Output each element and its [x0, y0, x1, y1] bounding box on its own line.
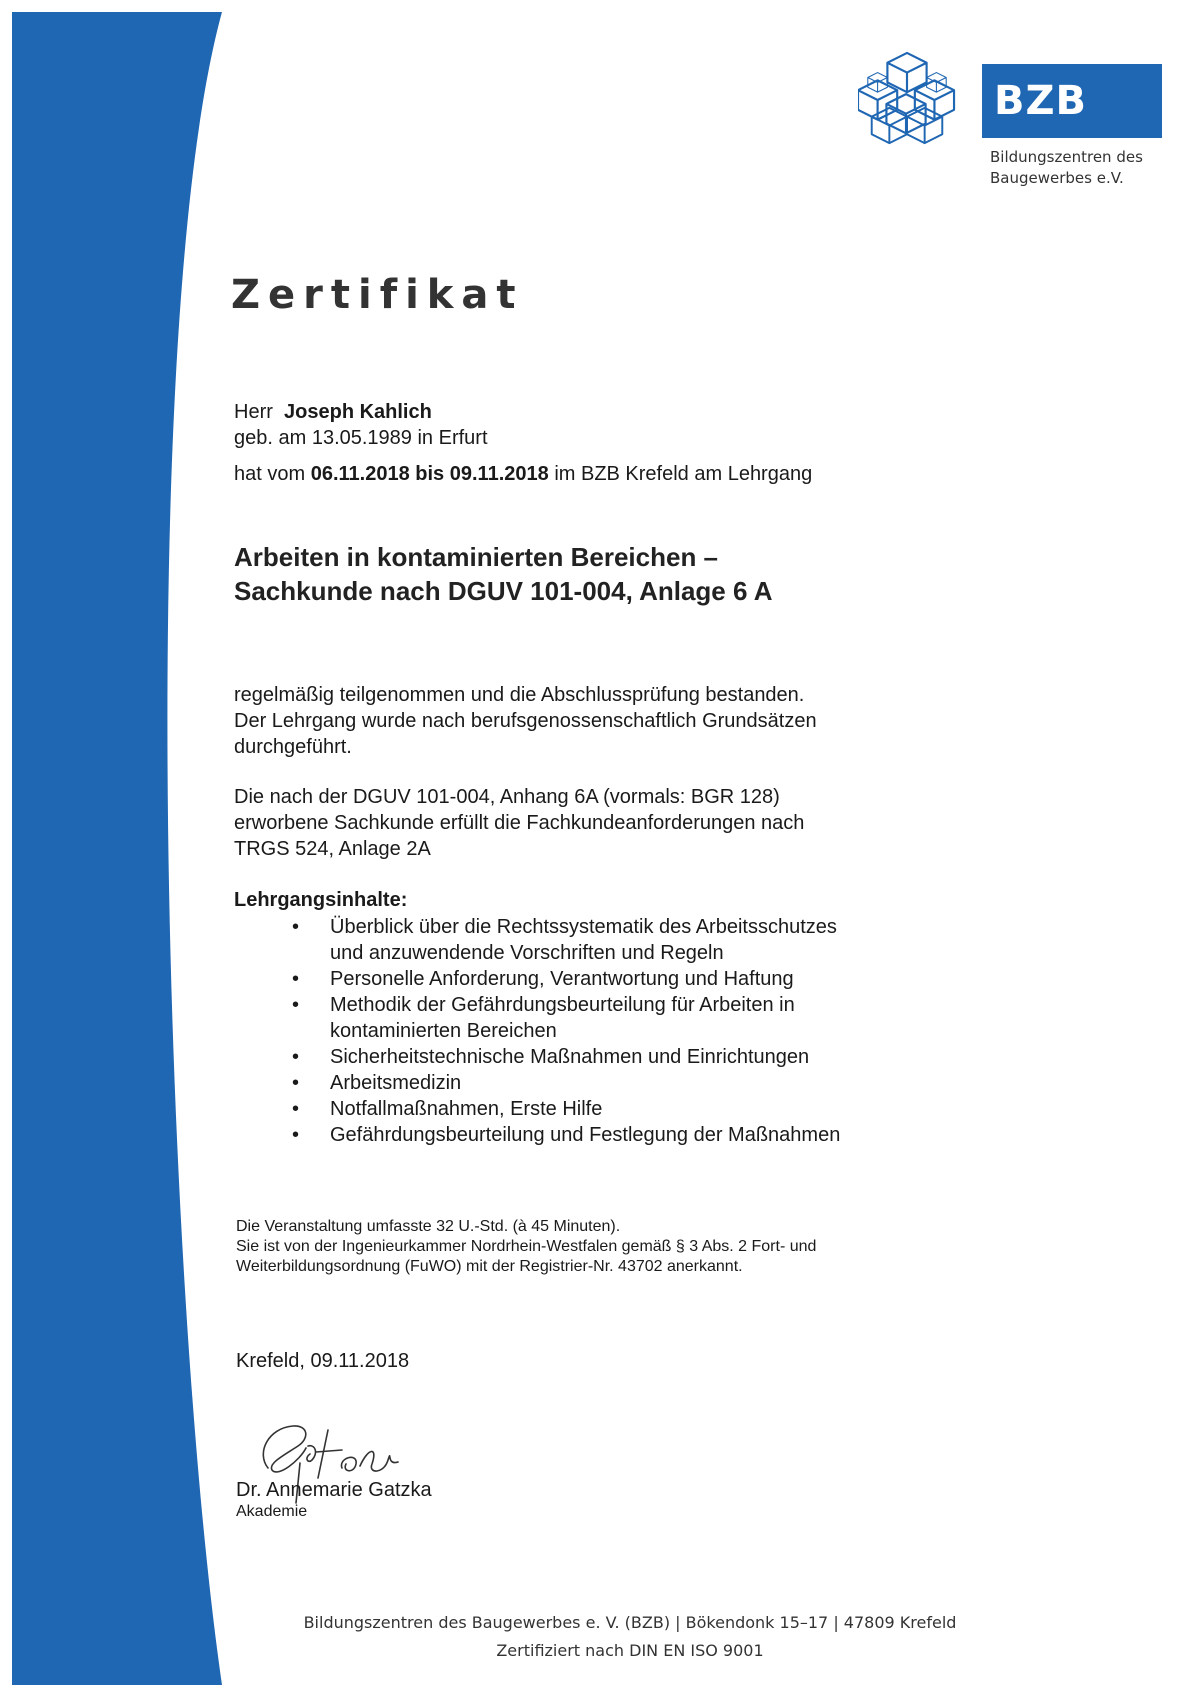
notes-line-3: Weiterbildungsordnung (FuWO) mit der Registrier-Nr. 43702 anerkannt. — [236, 1258, 743, 1275]
list-item — [234, 992, 974, 1044]
page-title: Zertifikat — [231, 272, 524, 318]
attended-suffix: im BZB Krefeld am Lehrgang — [554, 463, 813, 485]
notes-line-2: Sie ist von der Ingenieurkammer Nordrhein-Westfalen gemäß § 3 Abs. 2 Fort- und — [236, 1238, 817, 1255]
bullet-icon: • — [292, 1124, 300, 1146]
list-item-line: Personelle Anforderung, Verantwortung und Haftung — [330, 968, 794, 990]
bullet-icon: • — [292, 1046, 300, 1068]
recipient-block — [234, 399, 954, 487]
list-item-line: Gefährdungsbeurteilung und Festlegung der Maßnahmen — [330, 1124, 841, 1146]
cube-cluster-icon — [858, 50, 956, 150]
accreditation-notes — [236, 1217, 956, 1277]
result-paragraph — [234, 682, 954, 760]
qualification-paragraph — [234, 784, 954, 862]
footer — [250, 1609, 1010, 1665]
result-line-3: durchgeführt. — [234, 736, 352, 758]
list-item — [234, 966, 974, 992]
recipient-name: Joseph Kahlich — [284, 401, 432, 423]
list-item-line: Methodik der Gefährdungsbeurteilung für Arbeiten in — [330, 994, 795, 1016]
list-item-line: und anzuwendende Vorschriften und Regeln — [330, 942, 724, 964]
brand-subtitle-line1: Bildungszentren des — [990, 148, 1143, 166]
course-title — [234, 540, 994, 608]
bullet-icon: • — [292, 994, 300, 1016]
birth-line: geb. am 13.05.1989 in Erfurt — [234, 427, 488, 449]
list-item — [234, 1044, 974, 1070]
bullet-icon: • — [292, 1098, 300, 1120]
signer-role: Akademie — [236, 1503, 308, 1520]
result-line-1: regelmäßig teilgenommen und die Abschlussprüfung bestanden. — [234, 684, 805, 706]
attended-prefix: hat vom — [234, 463, 306, 485]
list-item — [234, 1122, 974, 1148]
bzb-logo — [858, 50, 1158, 190]
date-to: 09.11.2018 — [449, 463, 549, 485]
signer-name: Dr. Annemarie Gatzka — [236, 1479, 432, 1501]
result-line-2: Der Lehrgang wurde nach berufsgenossenschaftlich Grundsätzen — [234, 710, 817, 732]
list-item-line: Notfallmaßnahmen, Erste Hilfe — [330, 1098, 603, 1120]
notes-line-1: Die Veranstaltung umfasste 32 U.-Std. (à 45 Minuten). — [236, 1218, 621, 1235]
list-item — [234, 1096, 974, 1122]
qualification-line-3: TRGS 524, Anlage 2A — [234, 838, 431, 860]
bullet-icon: • — [292, 916, 300, 938]
salutation: Herr — [234, 401, 273, 423]
list-item-line: kontaminierten Bereichen — [330, 1020, 557, 1042]
brand-subtitle — [990, 147, 1170, 189]
bullet-icon: • — [292, 968, 300, 990]
place-date: Krefeld, 09.11.2018 — [236, 1350, 410, 1372]
bullet-icon: • — [292, 1072, 300, 1094]
contents-list — [234, 914, 974, 1148]
list-item — [234, 1070, 974, 1096]
footer-certification: Zertifiziert nach DIN EN ISO 9001 — [496, 1641, 764, 1660]
date-from: 06.11.2018 — [310, 463, 410, 485]
course-title-line2: Sachkunde nach DGUV 101-004, Anlage 6 A — [234, 576, 773, 606]
course-title-line1: Arbeiten in kontaminierten Bereichen – — [234, 542, 719, 572]
brand-name: BZB — [982, 64, 1162, 138]
list-item — [234, 914, 974, 966]
qualification-line-1: Die nach der DGUV 101-004, Anhang 6A (vormals: BGR 128) — [234, 786, 780, 808]
qualification-line-2: erworbene Sachkunde erfüllt die Fachkundeanforderungen nach — [234, 812, 805, 834]
contents-heading: Lehrgangsinhalte: — [234, 889, 408, 911]
brand-subtitle-line2: Baugewerbes e.V. — [990, 169, 1124, 187]
list-item-line: Sicherheitstechnische Maßnahmen und Einrichtungen — [330, 1046, 810, 1068]
list-item-line: Arbeitsmedizin — [330, 1072, 462, 1094]
list-item-line: Überblick über die Rechtssystematik des Arbeitsschutzes — [330, 916, 837, 938]
attendance-line — [234, 461, 954, 487]
date-separator: bis — [415, 463, 445, 485]
footer-address: Bildungszentren des Baugewerbes e. V. (BZB) | Bökendonk 15–17 | 47809 Krefeld — [303, 1613, 957, 1632]
